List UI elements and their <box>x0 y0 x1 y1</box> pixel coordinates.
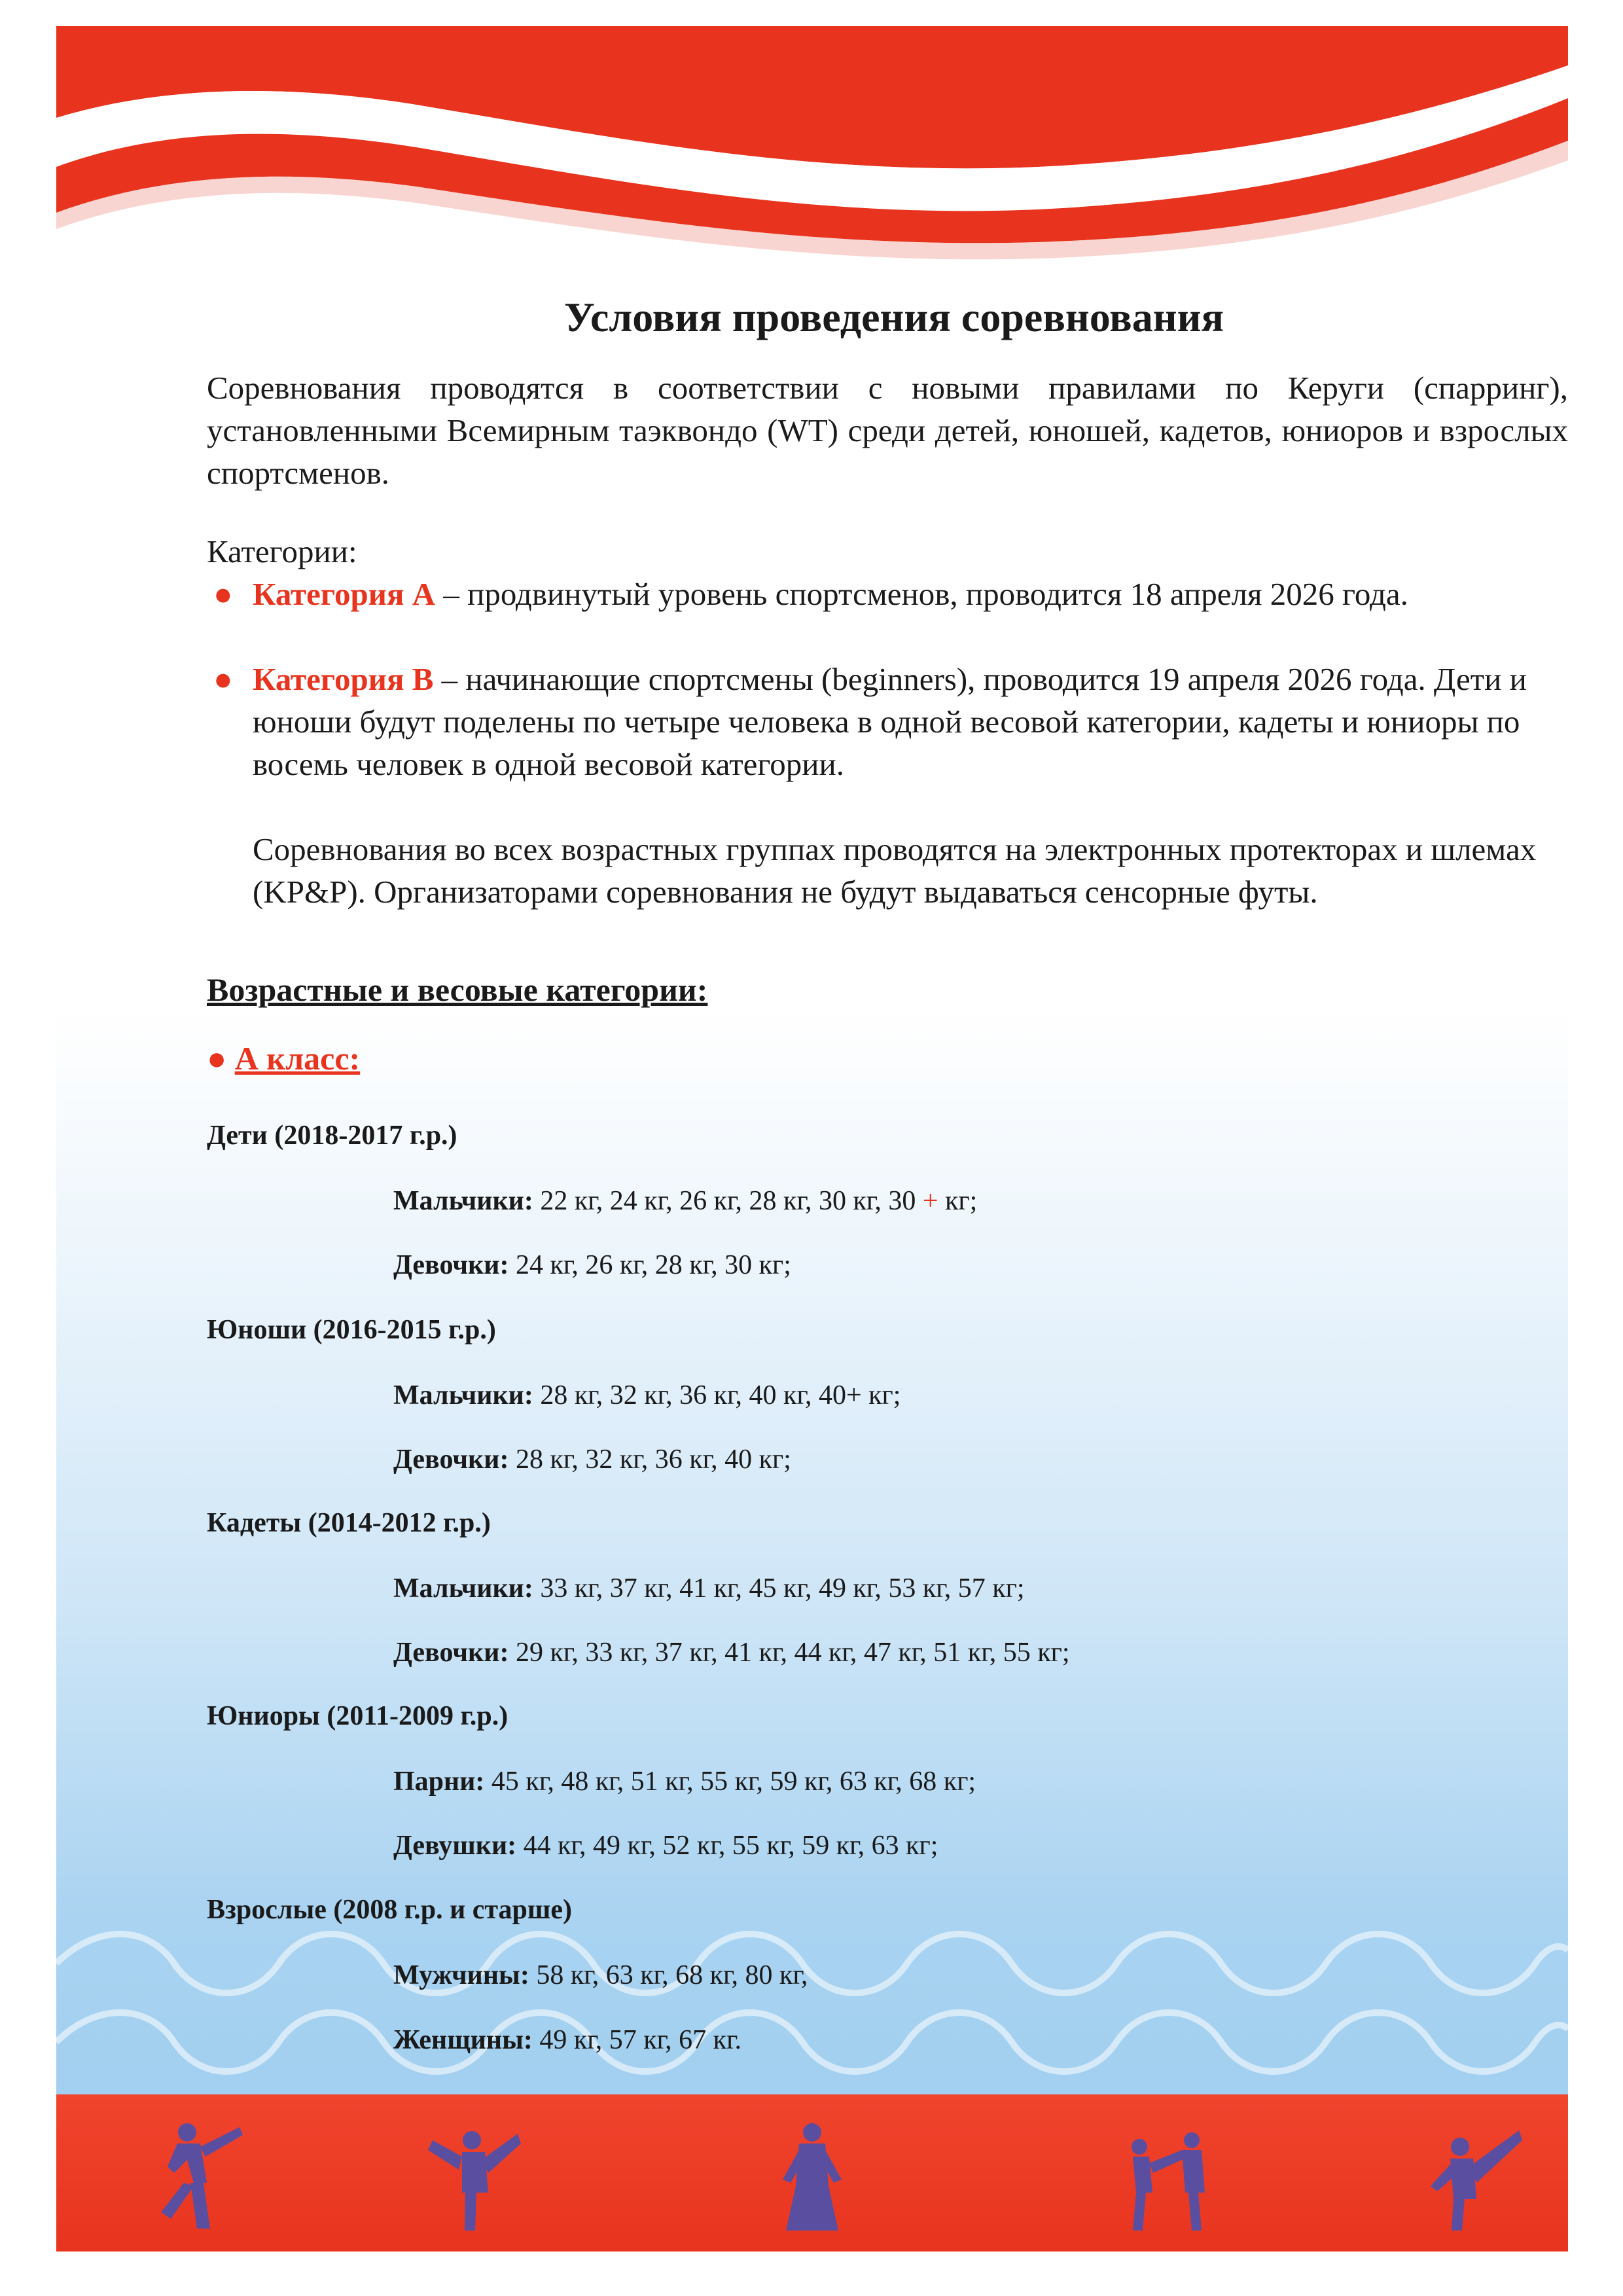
page-title: Условия проведения соревнования <box>563 294 1224 340</box>
header-wave-decoration <box>56 26 1568 301</box>
weight-row-values: 22 кг, 24 кг, 26 кг, 28 кг, 30 кг, 30 <box>533 1186 923 1216</box>
categories-label: Категории: <box>207 533 357 569</box>
weight-row-values: 45 кг, 48 кг, 51 кг, 55 кг, 59 кг, 63 кг, 68 кг; <box>484 1767 976 1797</box>
weight-row-label: Девочки: <box>393 1638 509 1668</box>
age-weight-heading: Возрастные и весовые категории: <box>207 971 708 1008</box>
weight-row-values: 58 кг, 63 кг, 68 кг, 80 кг, <box>529 1960 808 1990</box>
weight-row <box>393 2020 741 2060</box>
weight-row-label: Парни: <box>393 1767 485 1797</box>
group-title: Взрослые (2008 г.р. и старше) <box>207 1895 572 1925</box>
category-b-text: – начинающие спортсмены (beginners), проводится 19 апреля 2026 года. Дети и юноши будут поделены по четыре человека в одной весовой категории, кадеты и юниоры по восемь человек в одной весовой категории. <box>253 661 1527 782</box>
weight-row <box>393 1762 976 1801</box>
athletes-sparring-silhouette-icon <box>1116 2121 1215 2232</box>
bullet-icon: ● <box>213 576 233 612</box>
category-a-name: Категория А <box>253 576 436 612</box>
weight-row-values: 24 кг, 26 кг, 28 кг, 30 кг; <box>508 1250 791 1280</box>
weight-row <box>393 1633 1070 1672</box>
athlete-silhouette-icon <box>1424 2121 1522 2232</box>
weight-row-values: 28 кг, 32 кг, 36 кг, 40 кг; <box>508 1444 791 1475</box>
athlete-silhouette-icon <box>763 2121 861 2232</box>
group-title: Юниоры (2011-2009 г.р.) <box>207 1701 508 1731</box>
ornament-pattern-decoration <box>56 1911 1568 2108</box>
weight-row-end: кг; <box>938 1186 978 1216</box>
category-b-name: Категория В <box>253 661 434 697</box>
bullet-icon: ● <box>213 661 233 697</box>
weight-row <box>393 1246 791 1285</box>
weight-row-label: Девочки: <box>393 1444 509 1475</box>
weight-row-label: Девушки: <box>393 1831 517 1861</box>
weight-row-plus: + <box>922 1186 938 1216</box>
class-a-heading <box>207 1037 360 1080</box>
athlete-silhouette-icon <box>148 2121 246 2232</box>
weight-row-label: Мальчики: <box>393 1380 533 1410</box>
weight-row <box>393 1376 901 1415</box>
category-a-item <box>213 573 1568 615</box>
weight-row-values: 33 кг, 37 кг, 41 кг, 45 кг, 49 кг, 53 кг, 57 кг; <box>533 1573 1025 1604</box>
group-title: Дети (2018-2017 г.р.) <box>207 1121 457 1151</box>
weight-row-values: 29 кг, 33 кг, 37 кг, 41 кг, 44 кг, 47 кг, 51 кг, 55 кг; <box>508 1638 1070 1668</box>
class-a-label: А класс: <box>234 1040 361 1077</box>
category-a-text: – продвинутый уровень спортсменов, проводится 18 апреля 2026 года. <box>435 576 1408 612</box>
weight-row <box>393 1826 938 1865</box>
group-title: Кадеты (2014-2012 г.р.) <box>207 1508 491 1538</box>
weight-row-label: Мужчины: <box>393 1960 529 1990</box>
intro-paragraph: Соревнования проводятся в соответствии с новыми правилами по Керуги (спарринг), установленными Всемирным таэквондо (WT) среди детей, юношей, кадетов, юниоров и взрослых спортсменов. <box>207 370 1568 491</box>
document-page <box>56 26 1568 2251</box>
weight-row-label: Женщины: <box>393 2025 533 2055</box>
weight-row-values: 49 кг, 57 кг, 67 кг. <box>532 2025 742 2055</box>
weight-row-values: 28 кг, 32 кг, 36 кг, 40 кг, 40+ кг; <box>533 1380 901 1410</box>
athlete-silhouette-icon <box>423 2121 521 2232</box>
bullet-icon: ● <box>207 1040 227 1077</box>
group-title: Юноши (2016-2015 г.р.) <box>207 1315 496 1345</box>
weight-row <box>393 1569 1025 1608</box>
weight-row <box>393 1440 791 1479</box>
weight-row-label: Девочки: <box>393 1250 509 1280</box>
category-b-item <box>213 658 1568 785</box>
weight-row <box>393 1181 977 1221</box>
weight-row-values: 44 кг, 49 кг, 52 кг, 55 кг, 59 кг, 63 кг; <box>516 1831 938 1861</box>
weight-row <box>393 1956 808 1995</box>
protectors-paragraph: Соревнования во всех возрастных группах проводятся на электронных протекторах и шлемах (KP&P). Организаторами соревнования не будут выдаваться сенсорные футы. <box>253 831 1537 910</box>
weight-row-label: Мальчики: <box>393 1186 533 1216</box>
weight-row-label: Мальчики: <box>393 1573 533 1604</box>
